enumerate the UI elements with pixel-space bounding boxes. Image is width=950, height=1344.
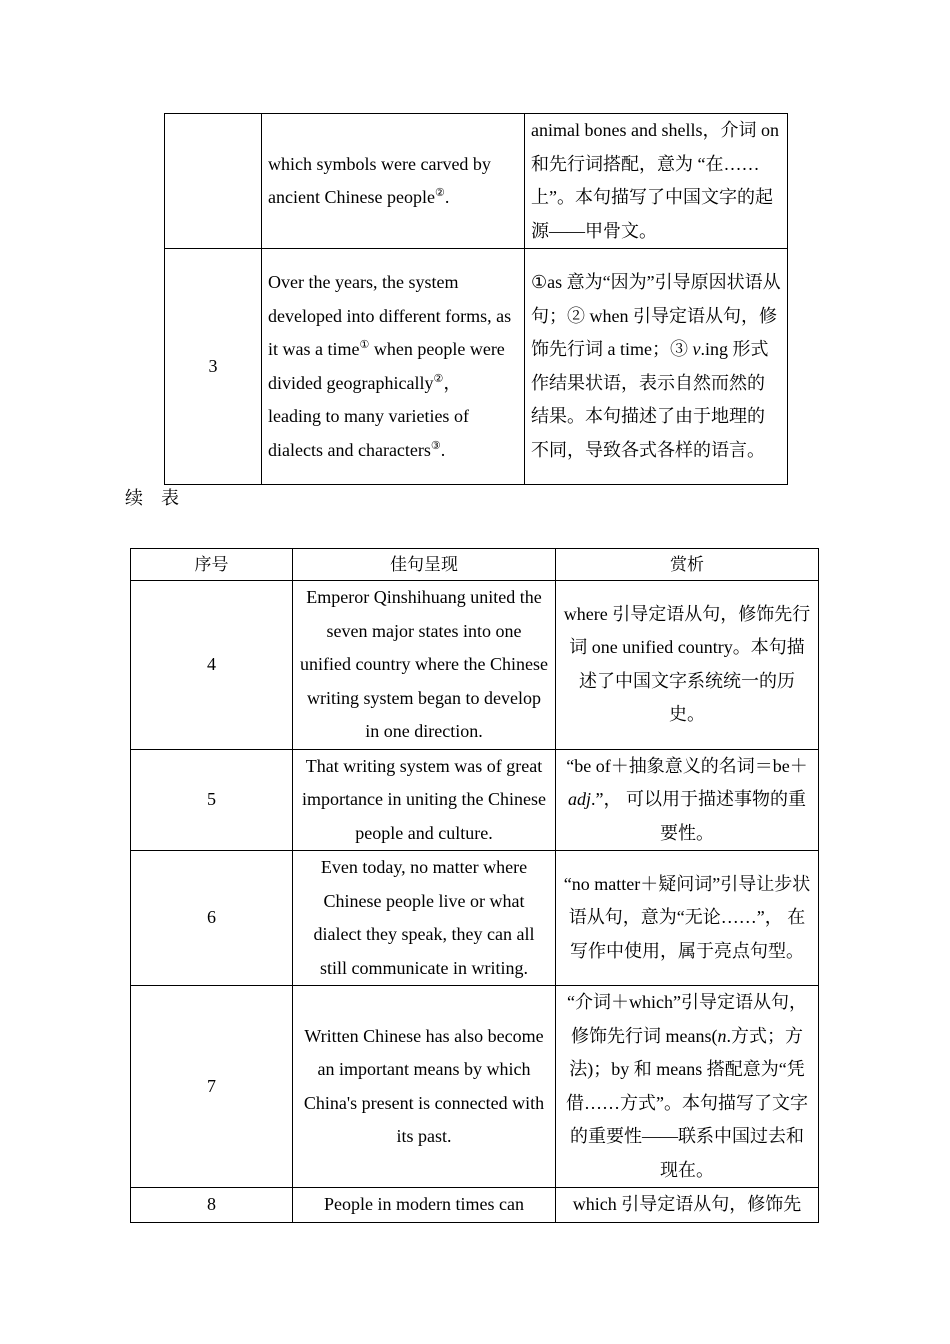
header-analysis: 赏析: [556, 549, 819, 581]
row-number: [165, 114, 262, 249]
table-header-row: [131, 549, 819, 581]
row-number: 5: [131, 749, 293, 851]
table-row: [131, 1188, 819, 1223]
header-number: 序号: [131, 549, 293, 581]
analysis-cell: ①as 意为“因为”引导原因状语从句；② when 引导定语从句，修饰先行词 a time；③ v.ing 形式作结果状语，表示自然而然的结果。本句描述了由于地理的不同，导致各式各样的语言。: [525, 249, 788, 485]
analysis-cell: animal bones and shells，介词 on 和先行词搭配，意为 “在……上”。本句描写了中国文字的起源——甲骨文。: [525, 114, 788, 249]
row-number: 6: [131, 851, 293, 986]
table-row: [131, 851, 819, 986]
table-row: [165, 114, 788, 249]
analysis-table: [130, 548, 819, 1223]
sentence-cell: Written Chinese has also become an important means by which China's present is connected with its past.: [293, 986, 556, 1188]
analysis-cell: “介词＋which”引导定语从句，修饰先行词 means(n.方式；方法)；by 和 means 搭配意为“凭借……方式”。本句描写了文字的重要性——联系中国过去和现在。: [556, 986, 819, 1188]
sentence-cell: which symbols were carved by ancient Chinese people②.: [262, 114, 525, 249]
sentence-cell: Over the years, the system developed into different forms, as it was a time① when people were divided geographically②， leading to many varieties of dialects and characters③.: [262, 249, 525, 485]
table-row: [131, 986, 819, 1188]
sentence-cell: People in modern times can: [293, 1188, 556, 1223]
sentence-cell: Emperor Qinshihuang united the seven major states into one unified country where the Chinese writing system began to develop in one direction.: [293, 581, 556, 750]
analysis-cell: where 引导定语从句，修饰先行词 one unified country。本句描述了中国文字系统统一的历史。: [556, 581, 819, 750]
table-row: [131, 749, 819, 851]
sentence-cell: Even today, no matter where Chinese people live or what dialect they speak, they can all still communicate in writing.: [293, 851, 556, 986]
analysis-cell: which 引导定语从句，修饰先: [556, 1188, 819, 1223]
continued-table-label: 续表: [125, 488, 197, 509]
table-row: [165, 249, 788, 485]
row-number: 7: [131, 986, 293, 1188]
row-number: 8: [131, 1188, 293, 1223]
header-sentence: 佳句呈现: [293, 549, 556, 581]
sentence-cell: That writing system was of great importance in uniting the Chinese people and culture.: [293, 749, 556, 851]
row-number: 3: [165, 249, 262, 485]
analysis-cell: “no matter＋疑问词”引导让步状语从句，意为“无论……”， 在写作中使用，属于亮点句型。: [556, 851, 819, 986]
row-number: 4: [131, 581, 293, 750]
table-row: [131, 581, 819, 750]
analysis-cell: “be of＋抽象意义的名词＝be＋adj.”， 可以用于描述事物的重要性。: [556, 749, 819, 851]
analysis-table-continued-top: [164, 113, 788, 485]
